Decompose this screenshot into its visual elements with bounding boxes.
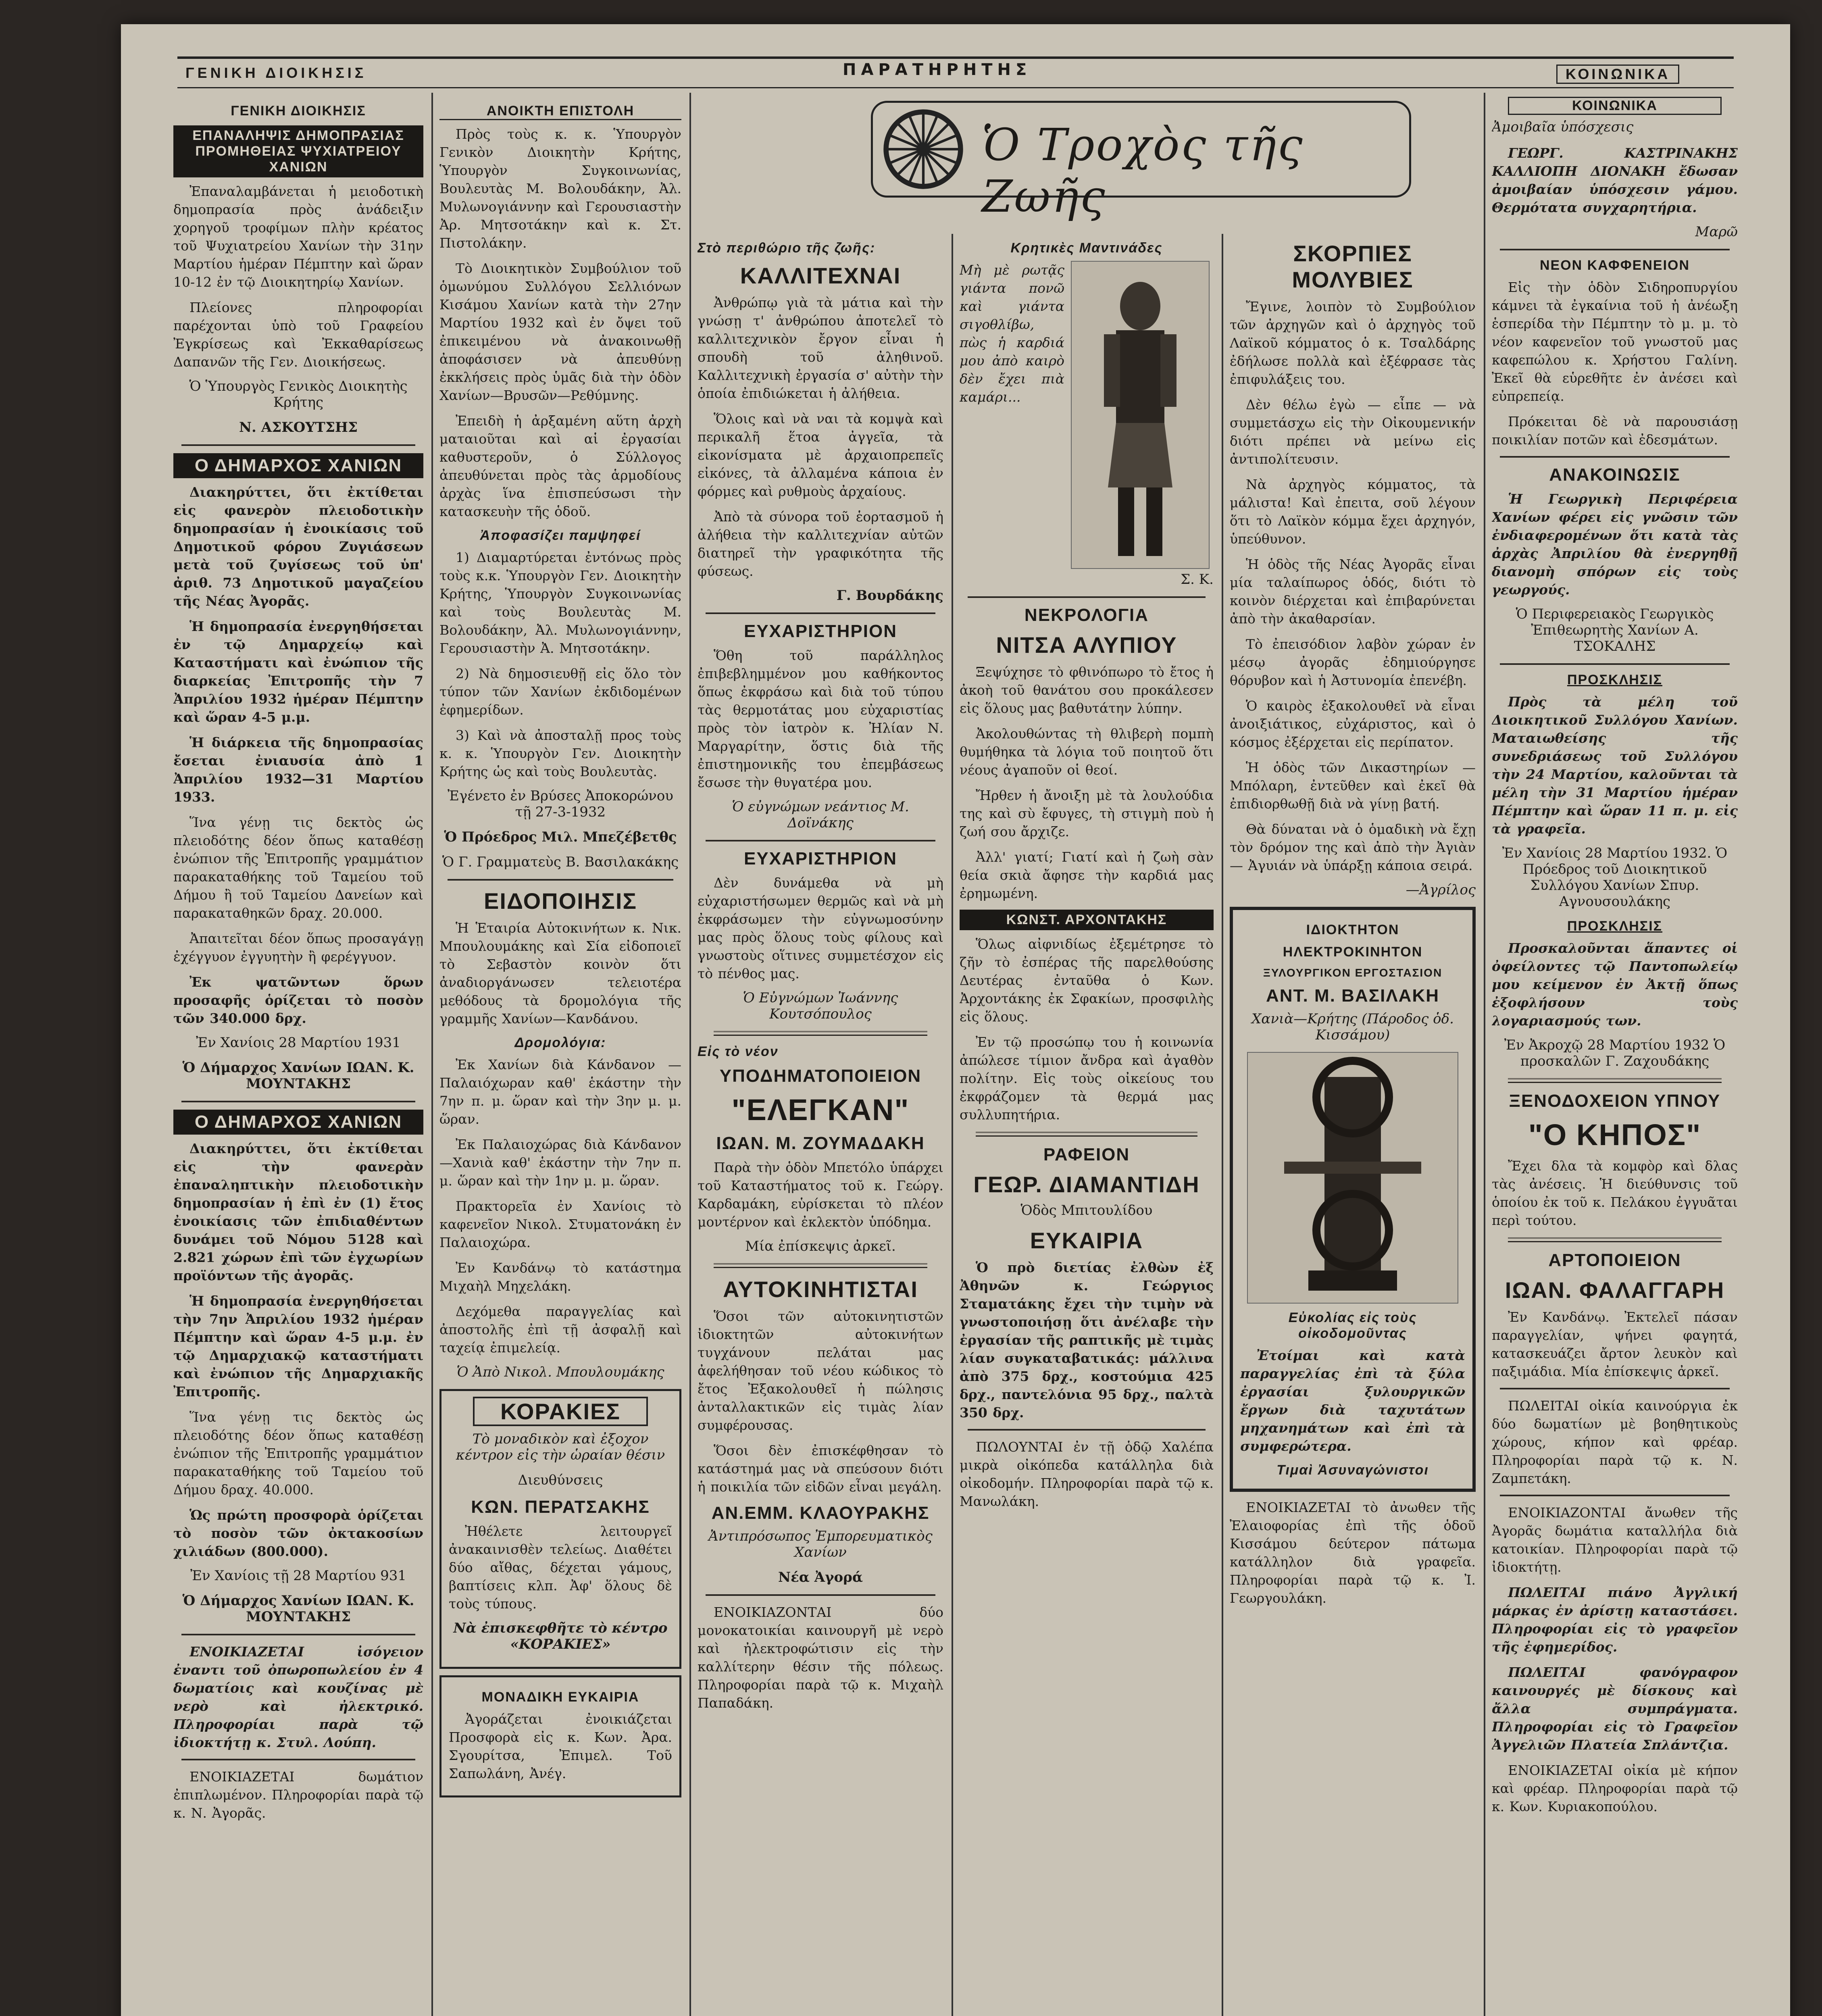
ad-title: "Ο ΚΗΠΟΣ" — [1528, 1118, 1701, 1152]
section-heading: Στὸ περιθώριο τῆς ζωῆς: — [698, 240, 876, 256]
article-text: Ἡ Γεωργικὴ Περιφέρεια Χανίων φέρει εἰς γνῶσιν τῶν ἐνδιαφερομένων ὅτι κατὰ τὰς ἀρχὰς Ἀπριλίου θὰ ἐνεργηθῇ διανομὴ σπόρων εἰς τοὺς γεωργούς. — [1492, 491, 1738, 598]
signature-name: Ὁ Δήμαρχος Χανίων ΙΩΑΝ. Κ. ΜΟΥΝΤΑΚΗΣ — [182, 1060, 414, 1092]
ad-box-eukairia — [439, 1675, 681, 1797]
article-text: Ἵνα γένῃ τις δεκτὸς ὡς πλειοδότης δέον ὅπως καταθέσῃ ἐνώπιον τῆς Ἐπιτροπῆς γραμμάτιον παρακαταθήκης τοῦ Ταμείου τοῦ Δήμου ἢ τοῦ Ταμείου Δανείων καὶ παρακαταθηκῶν δραχ. 20.000. — [173, 814, 423, 921]
ad-text: Ὁ πρὸ διετίας ἐλθὼν ἐξ Ἀθηνῶν κ. Γεώργιος Σταματάκης ἔχει τὴν τιμὴν νὰ γνωστοποιήσῃ ὅτι ἀνέλαβε τὴν ἐργασίαν τῆς ραπτικῆς μὲ τιμὰς λίαν συγκαταβατικάς: μάλλινα ἀπὸ 375 δρχ., κοστούμια 425 δρχ., παντελόνια 95 δρχ., παλτὰ 350 δρχ. — [960, 1260, 1214, 1420]
article-text: Ἀλλ' γιατί; Γιατί καὶ ἡ ζωὴ σὰν θεία σκιὰ ἄφησε τὴν καρδιά μας ἐρημωμένη. — [960, 849, 1214, 901]
article-heading: ΠΡΟΣΚΛΗΣΙΣ — [1567, 918, 1663, 934]
signature: Ἐν Χανίοις 28 Μαρτίου 1932. Ὁ Πρόεδρος τοῦ Διοικητικοῦ Συλλόγου Χανίων Σπυρ. Αγνουσουλάκης — [1502, 845, 1728, 910]
divider — [1508, 1237, 1722, 1242]
article-heading: ΝΙΤΣΑ ΑΛΥΠΙΟΥ — [996, 632, 1177, 658]
article-text: Ὅλως αἰφνιδίως ἐξεμέτρησε τὸ ζῆν τὸ ἐσπέρας τῆς παρελθούσης Δευτέρας ἐνταῦθα ὁ Κων. Ἀρχοντάκης ἐκ Σφακίων, προσφιλὴς εἰς ὅλους. — [960, 936, 1214, 1025]
article-text: Δὲν θέλω ἐγὼ — εἶπε — νὰ συμμετάσχω εἰς τὴν Οἰκουμενικήν διότι πρέπει νὰ μείνω εἰς ἀντιπολίτευσιν. — [1230, 397, 1476, 467]
article-text: Ἐν Κανδάνῳ τὸ κατάστημα Μιχαὴλ Μηχελάκη. — [439, 1260, 681, 1294]
divider — [714, 1031, 927, 1036]
column-6 — [1492, 97, 1738, 2016]
article-text: Ἐπαναλαμβάνεται ἡ μειοδοτικὴ δημοπρασία πρὸς ἀνάδειξιν χορηγοῦ τροφίμων πλὴν κρέατος τοῦ Ψυχιατρείου Χανίων τὴν 31ην Μαρτίου ἡμέραν Πέμπτην καὶ ὥραν 10-12 ἐν τῷ Διοικητηρίῳ Χανίων. — [173, 183, 423, 290]
article-heading: ΑΝΟΙΚΤΗ ΕΠΙΣΤΟΛΗ — [439, 103, 681, 120]
ad-name: ΚΩΝ. ΠΕΡΑΤΣΑΚΗΣ — [471, 1497, 650, 1517]
article-text: ΓΕΩΡΓ. ΚΑΣΤΡΙΝΑΚΗΣ ΚΑΛΛΙΟΠΗ ΔΙΟΝΑΚΗ ἔδωσαν ἀμοιβαίαν ὑπόσχεσιν γάμου. Θερμότατα συγχαρητήρια. — [1492, 145, 1738, 215]
ad-name: ΙΩΑΝ. ΦΑΛΑΓΓΑΡΗ — [1505, 1277, 1725, 1303]
article-text: Ἵνα γένῃ τις δεκτὸς ὡς πλειοδότης δέον ὅπως καταθέσῃ ἐνώπιον τῆς Ἐπιτροπῆς γραμμάτιον παρακαταθήκης τοῦ Ταμείου τοῦ Δήμου δραχ. 40.000. — [173, 1409, 423, 1497]
article-text: Ἡ διάρκεια τῆς δημοπρασίας ἔσεται ἐνιαυσία ἀπὸ 1 Ἀπριλίου 1932—31 Μαρτίου 1933. — [173, 735, 423, 805]
article-text: Ἡ ὁδὸς τῆς Νέας Ἀγορᾶς εἶναι μία ταλαίπωρος ὁδός, διότι τὸ κοινὸν διέρχεται καὶ ἐπιβαρύνεται ἀπὸ τὴν ἀκαθαρσίαν. — [1230, 556, 1476, 627]
article-heading: ΣΚΟΡΠΙΕΣ ΜΟΛΥΒΙΕΣ — [1292, 241, 1414, 292]
ad-title: ΥΠΟΔΗΜΑΤΟΠΟΙΕΙΟΝ — [719, 1066, 922, 1086]
column-5 — [1230, 234, 1476, 2016]
header-band-right: ΚΟΙΝΩΝΙΚΑ — [1556, 65, 1679, 84]
classified-ad: ΠΩΛΕΙΤΑΙ πιάνο Ἀγγλική μάρκας ἐν ἀρίστῃ καταστάσει. Πληροφορίαι εἰς τὸ γραφεῖον τῆς ἐφημερίδος. — [1492, 1585, 1738, 1655]
article-text: Ἀνθρώπῳ γιὰ τὰ μάτια καὶ τὴν γνώσῃ τ' ἀνθρώπου ἀποτελεῖ τὸ καλλιτεχνικὸν ἔργον εἶναι ἡ σπουδὴ τοῦ ἀληθινοῦ. Καλλιτεχνικὴ ἐργασία σ' αὐτὴν τὴν ὁποία ἐπιδιώκεται ἡ ἀλήθεια. — [698, 295, 943, 401]
mantinades-block — [960, 261, 1214, 569]
column-2 — [439, 97, 681, 2016]
article-text: Ἡ δημοπρασία ἐνεργηθήσεται ἐν τῷ Δημαρχείῳ καὶ Καταστήματι καὶ ἐνώπιον τῆς διαρκείας Ἐπιτροπῆς τὴν 7 Ἀπριλίου 1932 ἡμέραν Πέμπτην καὶ ὥραν 4-5 μ.μ. — [173, 619, 423, 725]
signature: Γ. Βουρδάκης — [836, 587, 943, 604]
column-rule — [689, 93, 691, 2016]
divider — [1500, 456, 1730, 458]
article-heading: ΚΩΝΣΤ. ΑΡΧΟΝΤΑΚΗΣ — [960, 910, 1214, 930]
article-text: Ὡς πρώτη προσφορὰ ὁρίζεται τὸ ποσὸν τῶν ὀκτακοσίων χιλιάδων (800.000). — [173, 1507, 423, 1559]
article-text: Πρακτορεῖα ἐν Χανίοις τὸ καφενεῖον Νικολ. Στυματονάκη ἐν Παλαιοχώρα. — [439, 1198, 681, 1250]
article-heading: ΕΥΧΑΡΙΣΤΗΡΙΟΝ — [743, 621, 897, 641]
ad-text: Τὸ μοναδικὸν καὶ ἐξοχον κέντρον εἰς τὴν ὡραίαν θέσιν — [456, 1431, 665, 1463]
signature: Μαρῶ — [1695, 224, 1738, 240]
classified-ad: ΕΝΟΙΚΙΑΖΕΤΑΙ τὸ ἀνωθεν τῆς Ἐλαιοφορίας ἐπὶ τῆς ὁδοῦ Κισσάμου δεύτερον πάτωμα κατάλληλον διὰ γραφεῖα. Πληροφορίαι παρὰ τῷ κ. Ἰ. Γεωργουλάκη. — [1230, 1500, 1476, 1606]
classified-ad: ΕΝΟΙΚΙΑΖΕΤΑΙ δωμάτιον ἐπιπλωμένον. Πληροφορίαι παρὰ τῷ κ. Ν. Ἀγορᾶς. — [173, 1769, 423, 1821]
ad-text: Ὅσοι δὲν ἐπισκέφθησαν τὸ κατάστημά μας νὰ σπεύσουν διότι ἡ ποικιλία τῶν εἰδῶν εἶναι μεγάλη. — [698, 1443, 943, 1495]
column-rule — [431, 93, 433, 2016]
ad-name: ΑΝ.ΕΜΜ. ΚΛΑΟΥΡΑΚΗΣ — [711, 1503, 930, 1523]
ad-text: Ἠθέλετε λειτουργεῖ ἀνακαινισθὲν τελείως. Διαθέτει δύο αἴθας, δέχεται γάμους, βαπτίσεις κλπ. Ἀφ' ὅλους δὲ τοὺς τύπους. — [449, 1523, 672, 1612]
ad-title: ΞΕΝΟΔΟΧΕΙΟΝ ΥΠΝΟΥ — [1509, 1091, 1721, 1111]
article-heading: Ο ΔΗΜΑΡΧΟΣ ΧΑΝΙΩΝ — [173, 453, 423, 478]
ad-title: ΙΔΙΟΚΤΗΤΟΝ — [1306, 922, 1399, 937]
article-text: Ἤρθεν ἡ ἄνοιξη μὲ τὰ λουλούδια της καὶ σὺ ἔφυγες, τὴ στιγμὴ ποὺ ἡ ζωή σου ἄρχιζε. — [960, 787, 1214, 839]
header-band-mid: ΠΑΡΑΤΗΡΗΤΗΣ — [843, 60, 1032, 79]
article-text: Τὸ ἐπεισόδιον λαβὸν χώραν ἐν μέσῳ ἀγορᾶς ἐδημιούργησε θόρυβον καὶ ἡ Ἀστυνομία ἐπενέβη. — [1230, 636, 1476, 688]
article-text: Διακηρύττει, ὅτι ἐκτίθεται εἰς φανερὸν πλειοδοτικὴν δημοπρασίαν ἡ ἐνοικίασις τοῦ Δημοτικοῦ φόρου Ζυγιάσεων μετὰ τοῦ ζυγίσεως τοῦ ὑπ' ἀριθ. 73 Δημοτικοῦ μαγαζείου τῆς Νέας Ἀγορᾶς. — [173, 484, 423, 609]
divider — [968, 596, 1206, 598]
article-text: 2) Νὰ δημοσιευθῇ εἰς ὅλο τὸν τύπον τῶν Χανίων ἐκδιδομένων ἐφημερίδων. — [439, 666, 681, 718]
signature: Ὁ Περιφερειακὸς Γεωργικὸς Ἐπιθεωρητὴς Χανίων Α. ΤΣΟΚΑΛΗΣ — [1516, 606, 1714, 654]
ad-text: Νέα Ἀγορά — [778, 1569, 863, 1585]
classified-ad: ΕΝΟΙΚΙΑΖΟΝΤΑΙ δύο μονοκατοικίαι καινουργῆ μὲ νερὸ καὶ ἠλεκτροφώτισιν εἰς τὴν καλλίτερην θέσιν τῆς πόλεως. Πληροφορίαι παρὰ τῷ κ. Μιχαὴλ Παπαδάκη. — [698, 1604, 943, 1711]
signature: Ἐγένετο ἐν Βρύσες Ἀποκορώνου τῇ 27-3-1932 — [448, 788, 673, 820]
signature: Ὁ εὐγνώμων νεάντιος Μ. Δοϊνάκης — [732, 799, 909, 831]
article-heading: ΕΙΔΟΠΟΙΗΣΙΣ — [484, 888, 637, 914]
divider — [448, 879, 673, 881]
signature-name: Ὁ Γ. Γραμματεὺς Β. Βασιλακάκης — [442, 854, 679, 870]
article-heading: ΚΑΛΛΙΤΕΧΝΑΙ — [740, 263, 901, 288]
ad-text: Ἐτοίμαι καὶ κατὰ παραγγελίας ἐπὶ τὰ ξύλα ἐργασίαι ξυλουργικῶν ἔργων διὰ ταχυτάτων μηχανημάτων καὶ ἐπὶ τὰ συμφερώτερα. — [1240, 1347, 1465, 1454]
article-text: Ἐκ ψατῶντων ὅρων προσαφῆς ὁρίζεται τὸ ποσὸν τῶν 340.000 δρχ. — [173, 974, 423, 1026]
ad-title: ΚΟΡΑΚΙΕΣ — [473, 1397, 648, 1426]
signature: Ὁ Ἀπὸ Νικολ. Μπουλουμάκης — [456, 1364, 664, 1380]
classified-ad: ΕΝΟΙΚΙΑΖΕΤΑΙ ἰσόγειον ἐναντι τοῦ ὀπωροπωλείου ἐν 4 δωματίοις καὶ κουζίνας μὲ νερὸ καὶ ἠλεκτρικό. Πληροφορίαι παρὰ τῷ ἰδιοκτήτῃ κ. Στυλ. Λούπη. — [173, 1644, 423, 1750]
signature: Σ. Κ. — [1181, 571, 1214, 587]
divider — [706, 612, 935, 614]
divider — [706, 840, 935, 841]
divider — [1500, 1495, 1730, 1496]
article-text: Ἡ Ἑταιρία Αὐτοκινήτων κ. Νικ. Μπουλουμάκης καὶ Σία εἰδοποιεῖ τὸ Σεβαστὸν κοινὸν ὅτι ἀναδιοργάνωσεν τελειοτέρα μεθόδους τὰ δρομολόγια τῆς γραμμῆς Χανίων—Κανδάνου. — [439, 920, 681, 1027]
column-rule — [1222, 234, 1223, 2016]
ad-title: ΑΥΤΟΚΙΝΗΤΙΣΤΑΙ — [723, 1277, 918, 1302]
ad-name: ΑΝΤ. Μ. ΒΑΣΙΛΑΚΗ — [1266, 986, 1439, 1006]
ad-text: Παρὰ τὴν ὁδὸν Μπετόλο ὑπάρχει τοῦ Καταστήματος τοῦ κ. Γεώργ. Καρδαμάκη, εὑρίσκεται τὸ πλέον μοντέρνον καὶ ἐκλεκτὸν ὑπόδημα. — [698, 1160, 943, 1230]
article-text: Πρὸς τὰ μέλη τοῦ Διοικητικοῦ Συλλόγου Χανίων. Ματαιωθείσης τῆς συνεδριάσεως τοῦ Συλλόγου τὴν 24 Μαρτίου, καλοῦνται τὰ μέλη τὴν 31 Μαρτίου ἡμέραν Πέμπτην καὶ ὥραν 11 π. μ. εἰς τὰ γραφεῖα. — [1492, 694, 1738, 837]
article-text: Ἐν τῷ προσώπῳ του ἡ κοινωνία ἀπώλεσε τίμιον ἄνδρα καὶ ἀγαθὸν πολίτην. Εἰς τοὺς οἰκείους του ἐκφράζομεν τὰ θερμά μας συλλυπητήρια. — [960, 1034, 1214, 1123]
ad-title: ΜΟΝΑΔΙΚΗ ΕΥΚΑΙΡΙΑ — [481, 1689, 639, 1705]
ad-title: ΕΥΚΑΙΡΙΑ — [1030, 1228, 1143, 1253]
ad-name: ΙΩΑΝ. Μ. ΖΟΥΜΑΔΑΚΗ — [716, 1133, 925, 1153]
masthead — [871, 101, 1411, 222]
ad-text: Εὐκολίας εἰς τοὺς οἰκοδομοῦντας — [1288, 1310, 1417, 1341]
article-text: Ξεψύχησε τὸ φθινόπωρο τὸ ἔτος ἡ ἀκοὴ τοῦ θανάτου σου προκάλεσεν εἰς ὅλους μας βαθυτάτην λύπην. — [960, 664, 1214, 716]
column-4 — [960, 234, 1214, 2016]
article-text: Ὁ καιρὸς ἐξακολουθεῖ νὰ εἶναι ἀνοιξιάτικος, εὐχάριστος, καὶ ὁ κόσμος ἐξέρχεται εἰς περίπατον. — [1230, 698, 1476, 750]
signature-name: Ὁ Δήμαρχος Χανίων ΙΩΑΝ. Κ. ΜΟΥΝΤΑΚΗΣ — [182, 1593, 414, 1625]
article-heading: ΕΥΧΑΡΙΣΤΗΡΙΟΝ — [743, 849, 897, 868]
article-heading: ΑΝΑΚΟΙΝΩΣΙΣ — [1549, 465, 1680, 485]
ad-text: Ἔχει δλα τὰ κομφὸρ καὶ δλας τὰς ἀνέσεις. Ἡ διεύθυνσις τοῦ ὁποίου ἐκ τοῦ κ. Πελάκου ἐγγυᾶται περὶ τούτου. — [1492, 1158, 1738, 1228]
article-text: Δὲν δυνάμεθα νὰ μὴ εὐχαριστήσωμεν θερμῶς καὶ νὰ μὴ ἐκφράσωμεν τὴν εὐγνωμοσύνην μας πρὸς ὅλους τοὺς φίλους καὶ γνωστοὺς οἵτινες συμμετέσχον εἰς τὸ πένθος μας. — [698, 875, 943, 981]
ad-box-korakies — [439, 1389, 681, 1669]
divider — [181, 1101, 415, 1102]
bandsaw-image — [1248, 1053, 1458, 1303]
column-1 — [173, 97, 423, 2016]
signature: Ἐν Ἀκροχῷ 28 Μαρτίου 1932 Ὁ προσκαλῶν Γ. Ζαχουδάκης — [1504, 1037, 1726, 1069]
figure-image — [1072, 262, 1209, 568]
signature: Ὁ Εὐγνώμων Ἰωάννης Κουτσόπουλος — [743, 990, 898, 1022]
article-text: Ἡ δημοπρασία ἐνεργηθήσεται τὴν 7ην Ἀπριλίου 1932 ἡμέραν Πέμπτην καὶ ὥραν 4-5 μ.μ. ἐν τῷ Δημαρχιακῷ καταστήματι καὶ ἐνώπιον τῆς Δημαρχιακῆς Ἐπιτροπῆς. — [173, 1293, 423, 1400]
signature: Ὁ Ὑπουργὸς Γενικὸς Διοικητὴς Κρήτης — [189, 378, 408, 410]
article-text: Νὰ ἀρχηγὸς κόμματος, τὰ μάλιστα! Καὶ ἐπειτα, σοῦ λέγουν ὅτι τὸ Λαϊκὸν κόμμα ἔχει ἀρχηγόν, ὑπεύθυνον. — [1230, 477, 1476, 547]
section-heading: Κρητικὲς Μαντινάδες — [1010, 240, 1163, 256]
article-text: Ὅλοις καὶ νὰ ναι τὰ κομψὰ καὶ περικαλῆ ἕτοα ἀγγεῖα, τὰ εἰκονίσματα μὲ ἀρχαιοπρεπεῖς εἰκόνες, τὰ ἀλλαμένα κάποια ἐν φόρμες καὶ ρυθμοὺς ἀρχαίους. — [698, 411, 943, 499]
classified-ad: ΕΝΟΙΚΙΑΖΕΤΑΙ οἰκία μὲ κήπον καὶ φρέαρ. Πληροφορίαι παρὰ τῷ κ. Κων. Κυριακοπούλου. — [1492, 1762, 1738, 1814]
article-text: Ἡ ὁδὸς τῶν Δικαστηρίων — Μπόλαρη, ἐντεῦθεν καὶ ἐκεῖ θὰ ἐπιδιορθωθῇ διὰ νὰ γίνῃ βατή. — [1230, 760, 1476, 812]
sub-heading: Δρομολόγια: — [514, 1035, 606, 1050]
signature-name: Ὁ Πρόεδρος Μιλ. Μπεζέβετθς — [444, 829, 677, 845]
article-text: Τὸ Διοικητικὸν Συμβούλιον τοῦ ὁμωνύμου Συλλόγου Σελλιόνων Κισάμου Χανίων κατὰ τὴν 27ην Μαρτίου 1932 καὶ ἐν ὄψει τοῦ ἐπικειμένου νὰ ἀνακοινωθῇ ἀποφάσισεν νὰ ἀπευθύνῃ ἐκκλήσεις πρὸς ὑμᾶς διὰ τὴν ὁδὸν Χανίων—Βρυσῶν—Ρεθύμνης. — [439, 260, 681, 403]
ad-text: Διευθύνσεις — [518, 1472, 603, 1488]
article-text: Ἐκ Χανίων διὰ Κάνδανον — Παλαιόχωραν καθ' ἑκάστην τὴν 7ην π. μ. ὥραν καὶ τὴν 3ην μ. μ. ὥραν. — [439, 1057, 681, 1127]
article-text: Εἰς τὴν ὁδὸν Σιδηροπυργίου κάμνει τὰ ἐγκαίνια τοῦ ἡ ἀνέωξη ἑσπερίδα τὴν Πέμπτην τὸ μ. μ. τὸ νέον καφενεῖον τοῦ γνωστοῦ μας καφεπώλου κ. Χρήστου Γαλίνη. Ἐκεῖ θὰ εὑρεθῆτε ἐν ἀνέσει καὶ εὐπρεπείᾳ. — [1492, 279, 1738, 404]
ad-text: Νὰ ἐπισκεφθῆτε τὸ κέντρο «ΚΟΡΑΚΙΕΣ» — [453, 1620, 668, 1652]
sub-heading: Ἀμοιβαῖα ὑπόσχεσις — [1492, 119, 1634, 135]
cretan-man-illustration — [1071, 261, 1210, 569]
article-text: Ἔγινε, λοιπὸν τὸ Συμβούλιον τῶν ἀρχηγῶν καὶ ὁ ἀρχηγὸς τοῦ Λαϊκοῦ κόμματος ὁ κ. Τσαλδάρης ἐδήλωσε πολλὰ καὶ ἐξέφρασε τὰς ἐπιφυλάξεις του. — [1230, 299, 1476, 387]
divider — [1508, 1078, 1722, 1083]
ad-title: ΞΥΛΟΥΡΓΙΚΟΝ ΕΡΓΟΣΤΑΣΙΟΝ — [1263, 966, 1443, 979]
ad-text: Ὅσοι τῶν αὐτοκινητιστῶν ἰδιοκτητῶν αὐτοκινήτων τυγχάνουν πελάται μας ἀφελήθησαν τοῦ νέου κώδικος τὸ ἔτος Ἐξακολουθεῖ ἡ πώλησις ἀνταλλακτικῶν εἰς τιμὰς λίαν συμφέρουσας. — [698, 1308, 943, 1433]
article-heading: ΠΡΟΣΚΛΗΣΙΣ — [1567, 672, 1663, 687]
verse-text: Μὴ μὲ ρωτᾷς γιάντα πονῶ καὶ γιάντα σιγοθλίβω, πὼς ἡ καρδιά μου ἀπὸ καιρὸ δὲν ἔχει πιὰ καμάρι... — [960, 262, 1064, 405]
classified-ad: ΠΩΛΕΙΤΑΙ φανόγραφον καινουργές μὲ δίσκους καὶ ἄλλα συμπράγματα. Πληροφορίαι εἰς τὸ Γραφεῖον Ἀγγελιῶν Πλατεία Σπλάντζια. — [1492, 1664, 1738, 1753]
article-text: Δεχόμεθα παραγγελίας καὶ ἀποστολῆς ἐπὶ τῇ ἀσφαλῇ καὶ ταχείᾳ ἐπιμελείᾳ. — [439, 1304, 681, 1356]
wheel-icon — [881, 107, 966, 192]
article-text: Προσκαλοῦνται ἅπαντες οἱ ὀφείλοντες τῷ Παντοπωλείῳ μου κείμενον ἐν Ἀκτῇ ὅπως ἐξοφλήσουν τοὺς λογαριασμούς των. — [1492, 940, 1738, 1029]
article-text: Ἀπαιτεῖται δέον ὅπως προσαγάγῃ ἐχέγγυον ἐγγυητὴν ἢ φερέγγυον. — [173, 931, 423, 964]
divider — [706, 1594, 935, 1596]
divider — [968, 1429, 1206, 1431]
ad-text: Ἀντιπρόσωπος Ἐμπορευματικὸς Χανίων — [708, 1528, 933, 1560]
article-heading: ΕΠΑΝΑΛΗΨΙΣ ΔΗΜΟΠΡΑΣΙΑΣ ΠΡΟΜΗΘΕΙΑΣ ΨΥΧΙΑΤΡΕΙΟΥ ΧΑΝΙΩΝ — [173, 125, 423, 177]
article-heading: ΝΕΟΝ ΚΑΦΦΕΝΕΙΟΝ — [1539, 258, 1690, 273]
signature: —Ἀγρίλος — [1406, 882, 1476, 898]
ad-title: ΗΛΕΚΤΡΟΚΙΝΗΤΟΝ — [1283, 944, 1423, 960]
column-rule — [1484, 93, 1485, 2016]
ad-title: ΡΑΦΕΙΟΝ — [1043, 1145, 1130, 1164]
ad-text: Ἐν Κανδάνῳ. Ἐκτελεῖ πάσαν παραγγελίαν, ψήνει φαγητά, κατασκευάζει ἄρτον λευκὸν καὶ παξιμάδια. Μία ἐπίσκεψις ἀρκεῖ. — [1492, 1309, 1738, 1379]
newspaper-page — [121, 24, 1790, 2016]
ad-text: Ἀγοράζεται ἐνοικιάζεται Προσφορὰ εἰς κ. Κων. Ἀρα. Σγουρίτσα, Ἐπιμελ. Τοῦ Σαπωλάνη, Ἀνέγ. — [449, 1711, 672, 1781]
ad-text: Μία ἐπίσκεψις ἀρκεῖ. — [745, 1238, 896, 1254]
article-text: Πρόκειται δὲ νὰ παρουσιάσῃ ποικιλίαν ποτῶν καὶ ἐδεσμάτων. — [1492, 414, 1738, 448]
divider — [181, 1759, 415, 1760]
ad-title: ΑΡΤΟΠΟΙΕΙΟΝ — [1548, 1250, 1681, 1270]
article-text: Πλείονες πληροφορίαι παρέχονται ὑπὸ τοῦ Γραφείου Ἐγκρίσεως καὶ Ἐκκαθαρίσεως Δαπανῶν τῆς Γεν. Διοικήσεως. — [173, 300, 423, 370]
header-band-left: ΓΕΝΙΚΗ ΔΙΟΙΚΗΣΙΣ — [185, 65, 367, 81]
article-text: 3) Καὶ νὰ ἀποσταλῇ προς τοὺς κ. κ. Ὑπουργὸν Γεν. Διοικητὴν Κρήτης ὡς καὶ τοὺς Βουλευτὰς. — [439, 727, 681, 779]
article-text: Ἐκ Παλαιοχώρας διὰ Κάνδανον—Χανιὰ καθ' ἑκάστην τὴν 7ην π. μ. ὥραν καὶ τὴν 1ην μ. μ. ὥραν. — [439, 1137, 681, 1189]
article-text: Ὅθη τοῦ παράλληλος ἐπιβεβλημμένον μου καθήκοντος ὅπως ἐκφράσω καὶ διὰ τοῦ τύπου τὰς θερμοτάτας μου εὐχαριστίας πρὸς τὸν ἰατρὸν κ. Ἠλίαν Ν. Μαργαρίτην, ὅστις διὰ τῆς ἐπιστημονικῆς του ἐπεμβάσεως ἔσωσε τὴν θυγατέρα μου. — [698, 648, 943, 790]
section-heading: ΚΟΙΝΩΝΙΚΑ — [1508, 97, 1722, 115]
header-band — [177, 56, 1734, 88]
classified-ad: ΠΩΛΕΙΤΑΙ οἰκία καινούργια ἐκ δύο δωματίων μὲ βοηθητικοὺς χώρους, κήπον καὶ φρέαρ. Πληροφορίαι παρὰ τῷ κ. Ν. Ζαμπετάκη. — [1492, 1398, 1738, 1486]
masthead-title: Ὁ Τροχὸς τῆς Ζωῆς — [982, 119, 1304, 222]
bandsaw-illustration — [1247, 1052, 1458, 1304]
article-text: Διακηρύττει, ὅτι ἐκτίθεται εἰς τὴν φανερὰν ἐπαναληπτικὴν πλειοδοτικὴν δημοπρασίαν ἡ ἐπὶ ἐν (1) ἔτος ἐνοικίασις τῶν ἐπιδιαθέντων δυνάμει τοῦ Νόμου 5128 καὶ 2.821 χώρων ἐπὶ τῶν ἐγχωρίων προϊόντων τῆς ἀγορᾶς. — [173, 1141, 423, 1283]
divider — [181, 444, 415, 446]
article-text: Ἀπὸ τὰ σύνορα τοῦ ἑορτασμοῦ ἡ ἀλήθεια τὴν καλλιτεχνίαν αὐτῶν διατηρεῖ τὴν γραφικότητα τῆς φύσεως. — [698, 509, 943, 579]
classified-ad: ΕΝΟΙΚΙΑΖΟΝΤΑΙ ἄνωθεν τῆς Ἀγορᾶς δωμάτια καταλλήλα διὰ κατοικίαν. Πληροφορίαι παρὰ τῷ ἰδιοκτήτῃ. — [1492, 1505, 1738, 1575]
ad-text: Τιμαὶ Ἀσυναγώνιστοι — [1276, 1462, 1429, 1478]
article-text: Ἐπειδὴ ἡ ἀρξαμένη αὕτη ἀρχὴ ματαιοῦται καὶ αἱ ἐργασίαι καθυστεροῦν, ὁ Σύλλογος ἀπευθύνεται πρὸς τὰς ἁρμοδίους ἀρχὰς ἵνα ἐπισπεύσωσι τὴν κατασκευὴν τῆς ὁδοῦ. — [439, 413, 681, 519]
article-text: Θὰ δύναται νὰ ὁ ὁμαδικὴ νὰ ἔχῃ τὸν δρόμον της καὶ ἀπὸ τὴν Ἀγιὰν — Ἀγυιάν νὰ ὑπάρξῃ κάποια σειρά. — [1230, 821, 1476, 873]
ad-name: ΓΕΩΡ. ΔΙΑΜΑΝΤΙΔΗ — [973, 1172, 1200, 1197]
divider — [714, 1263, 927, 1268]
signature: Ἐν Χανίοις τῇ 28 Μαρτίου 931 — [190, 1568, 407, 1584]
article-heading: Ο ΔΗΜΑΡΧΟΣ ΧΑΝΙΩΝ — [173, 1110, 423, 1135]
divider — [1500, 249, 1730, 250]
divider — [1500, 1388, 1730, 1389]
ad-box-sawmill — [1230, 907, 1476, 1492]
ad-text: Χανιὰ—Κρήτης (Πάροδος ὁδ. Κισσάμου) — [1251, 1011, 1454, 1043]
column-3 — [698, 234, 943, 2016]
divider — [1500, 663, 1730, 665]
article-text: Ἀκολουθώντας τὴ θλιβερὴ πομπὴ θυμήθηκα τὰ λόγια τοῦ ποιητοῦ ὅτι νέους ἀγαποῦν οἱ θεοί. — [960, 726, 1214, 778]
ad-text: Ὁδὸς Μπιτουλίδου — [1020, 1202, 1153, 1218]
article-text: Πρὸς τοὺς κ. κ. Ὑπουργὸν Γενικὸν Διοικητὴν Κρήτης, Ὑπουργὸν Συγκοινωνίας, Βουλευτὰς Μ. Βολουδάκην, Ἀλ. Μυλωνογιάννην καὶ Γερουσιαστὴν Ἀρ. Μητσοτάκην καὶ κ. Στ. Πιστολάκην. — [439, 126, 681, 251]
ad-title: "ΕΛΕΓΚΑΝ" — [731, 1093, 910, 1127]
signature-name: Ν. ΑΣΚΟΥΤΣΗΣ — [239, 419, 358, 435]
section-heading: ΝΕΚΡΟΛΟΓΙΑ — [1024, 605, 1149, 625]
ad-kicker: Εἰς τὸ νέον — [698, 1044, 779, 1059]
divider — [181, 1634, 415, 1635]
column-rule — [952, 234, 953, 2016]
section-heading: ΓΕΝΙΚΗ ΔΙΟΙΚΗΣΙΣ — [231, 103, 366, 119]
classified-ad: ΠΩΛΟΥΝΤΑΙ ἐν τῇ ὁδῷ Χαλέπα μικρὰ οἰκόπεδα κατάλληλα διὰ οἰκοδομήν. Πληροφορίαι παρὰ τῷ κ. Μανωλάκη. — [960, 1439, 1214, 1509]
signature: Ἐν Χανίοις 28 Μαρτίου 1931 — [196, 1035, 401, 1051]
divider — [976, 1132, 1197, 1137]
sub-heading: Ἀποφασίζει παμψηφεί — [480, 528, 641, 543]
article-text: 1) Διαμαρτύρεται ἐντόνως πρὸς τοὺς κ.κ. Ὑπουργὸν Γεν. Διοικητὴν Κρήτης, Ὑπουργὸν Συγκοινωνίας καὶ τοὺς Βουλευτὰς Μ. Βολουδάκην, Ἀλ. Μυλωνογιάννην, Γερουσιαστὴν Ἀ. Μητσοτάκην. — [439, 550, 681, 656]
